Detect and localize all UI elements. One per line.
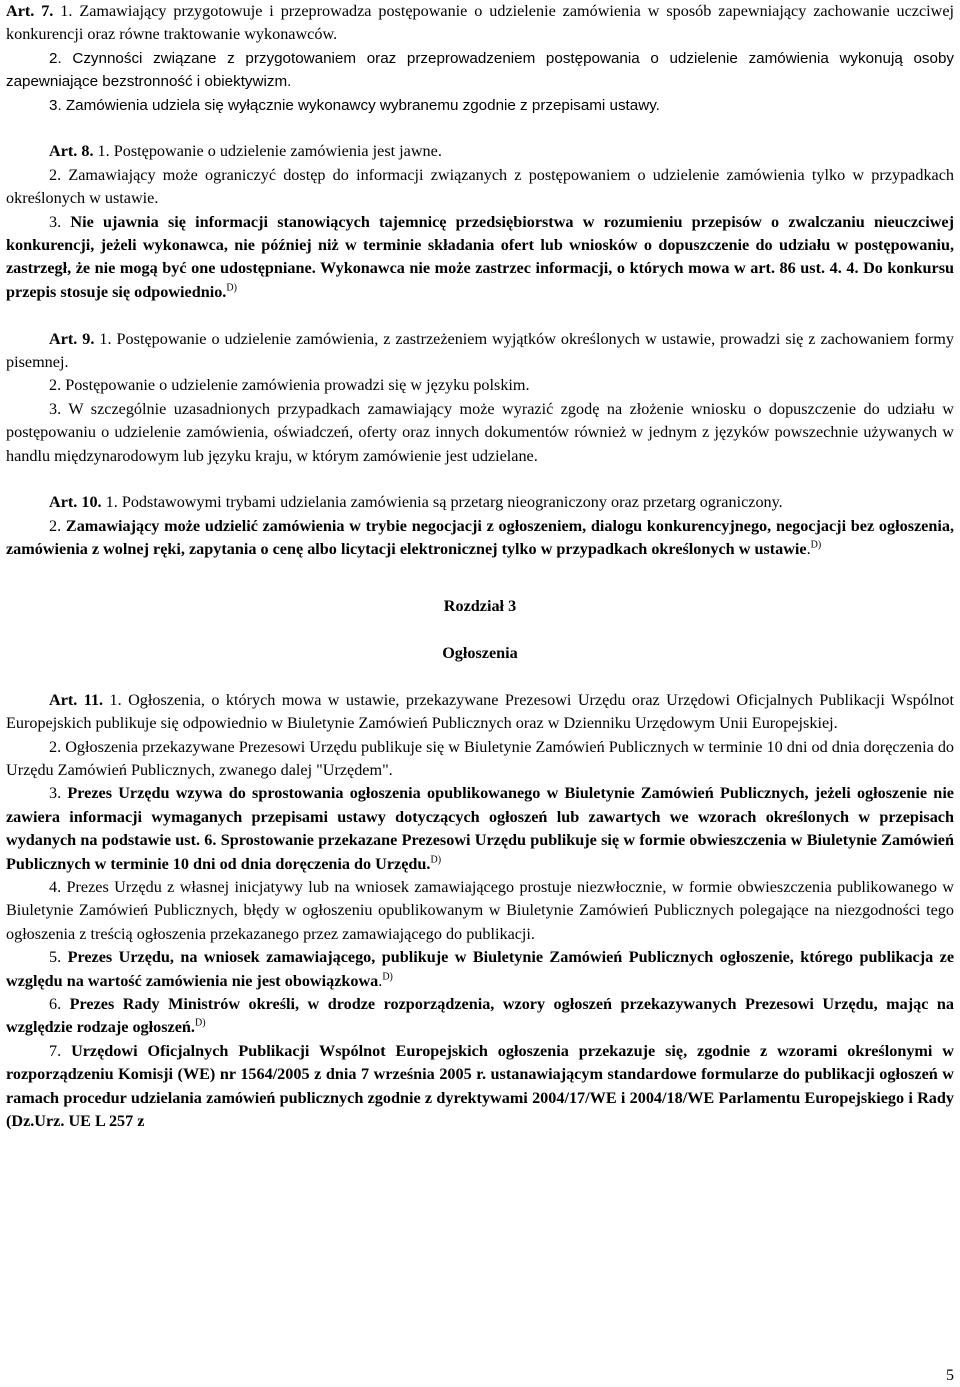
par-number: 3. <box>49 784 62 803</box>
art10-par1 <box>6 491 954 514</box>
footnote-marker: D) <box>430 854 442 866</box>
art11-par6 <box>6 993 954 1040</box>
par-number: 1. <box>99 329 112 348</box>
par-number: 3. <box>49 96 62 114</box>
art11-heading: Art. 11. <box>49 690 104 709</box>
footnote-marker: D) <box>810 539 822 551</box>
par-text: Prezes Urzędu, na wniosek zamawiającego, publikuje w Biuletynie Zamówień Publicznych ogłoszenie, którego publikacja ze względu na wartość zamówienia nie jest obowiązkowa <box>6 948 955 990</box>
par-number: 7. <box>49 1041 62 1060</box>
art10-par2 <box>6 515 954 562</box>
footnote-marker: D) <box>194 1017 206 1029</box>
par-number: 1. <box>109 690 122 709</box>
par-number: 4. <box>846 259 859 278</box>
art7-heading: Art. 7. <box>6 2 54 20</box>
art8-par2 <box>6 164 954 211</box>
art7-par1 <box>6 0 954 47</box>
art9-par2 <box>6 374 954 397</box>
par-number: 5. <box>49 948 62 967</box>
par-text: . <box>378 971 383 990</box>
par-number: 4. <box>49 877 62 896</box>
par-text: Czynności związane z przygotowaniem oraz przeprowadzeniem postępowania o udzielenie zamówienia wykonują osoby zapewniające bezstronność i obiektywizm. <box>6 49 954 91</box>
art11-par2 <box>6 736 954 783</box>
art11-par7 <box>6 1040 954 1134</box>
art9-heading: Art. 9. <box>49 329 95 348</box>
par-text: Postępowanie o udzielenie zamówienia prowadzi się w języku polskim. <box>65 376 530 395</box>
art8-par1 <box>6 140 954 163</box>
art7-par2 <box>6 47 954 94</box>
chapter-title: Rozdział 3 <box>443 597 517 616</box>
art9-par1 <box>6 328 954 375</box>
par-number: 6. <box>49 994 62 1013</box>
par-text: Prezes Urzędu wzywa do sprostowania ogłoszenia opublikowanego w Biuletynie Zamówień Publicznych, jeżeli ogłoszenie nie zawiera informacji wymaganych przepisami ustawy dotyczących ogłoszeń lub zawartych we wzorach określonych w przepisach wydanych na podstawie ust. 6. Sprostowanie przekazane Prezesowi Urzędu publikuje się w formie obwieszczenia w Biuletynie Zamówień Publicznych w terminie 10 dni od dnia doręczenia do Urzędu. <box>6 784 954 873</box>
par-text: Prezes Rady Ministrów określi, w drodze rozporządzenia, wzory ogłoszeń przekazywanych Prezesowi Urzędu, mając na względzie rodzaje ogłoszeń. <box>6 994 955 1037</box>
par-number: 3. <box>49 212 62 231</box>
par-text: Nie ujawnia się informacji stanowiących tajemnicę przedsiębiorstwa w rozumieniu przepisów o zwalczaniu nieuczciwej konkurencji, jeżeli wykonawca, nie później niż w terminie składania ofert lub wniosków o dopuszczenie do udziału w postępowaniu, zastrzegł, że nie mogą być one udostępniane. Wykonawca nie może zastrzec informacji, o których mowa w art. 86 ust. 4. <box>6 212 954 278</box>
footnote-marker: D) <box>226 282 237 294</box>
par-number: 2. <box>49 49 62 67</box>
par-number: 1. <box>60 2 73 20</box>
par-text: . <box>806 540 811 559</box>
par-text: Zamawiający może udzielić zamówienia w trybie negocjacji z ogłoszeniem, dialogu konkurencyjnego, negocjacji bez ogłoszenia, zamówienia z wolnej ręki, zapytania o cenę albo licytacji elektronicznej tylko w przypadkach określonych w ustawie <box>6 516 955 559</box>
par-text: Podstawowymi trybami udzielania zamówienia są przetarg nieograniczony oraz przetarg ograniczony. <box>121 493 783 512</box>
art7-par3 <box>6 94 954 117</box>
par-text: Zamawiający przygotowuje i przeprowadza postępowanie o udzielenie zamówienia w sposób zapewniający zachowanie uczciwej konkurencji oraz równe traktowanie wykonawców. <box>6 2 955 44</box>
par-number: 2. <box>49 165 62 184</box>
art11-par1 <box>6 689 954 736</box>
chapter-subtitle: Ogłoszenia <box>442 643 518 662</box>
par-number: 2. <box>49 516 62 535</box>
art10-heading: Art. 10. <box>49 493 102 512</box>
par-number: 1. <box>105 493 118 512</box>
par-number: 1. <box>97 142 110 161</box>
art9-par3 <box>6 398 954 468</box>
par-text: Ogłoszenia, o których mowa w ustawie, przekazywane Prezesowi Urzędu oraz Urzędowi Oficjalnych Publikacji Wspólnot Europejskich publikuje się odpowiednio w Biuletynie Zamówień Publicznych oraz w Dzienniku Urzędowym Unii Europejskiej. <box>6 690 955 733</box>
par-text: Zamówienia udziela się wyłącznie wykonawcy wybranemu zgodnie z przepisami ustawy. <box>65 96 660 114</box>
art11-par4 <box>6 876 954 946</box>
par-number: 2. <box>49 376 62 395</box>
footnote-marker: D) <box>382 971 393 983</box>
par-text: W szczególnie uzasadnionych przypadkach zamawiający może wyrazić zgodę na złożenie wniosku o dopuszczenie do udziału w postępowaniu o udzielenie zamówienia, oświadczeń, oferty oraz innych dokumentów również w jednym z języków powszechnie używanych w handlu międzynarodowym lub języku kraju, w którym zamówienie jest udzielane. <box>6 399 954 465</box>
art8-par3 <box>6 211 954 305</box>
par-text: Urzędowi Oficjalnych Publikacji Wspólnot Europejskich ogłoszenia przekazuje się, zgodnie z wzorami określonymi w rozporządzeniu Komisji (WE) nr 1564/2005 z dnia 7 września 2005 r. ustanawiającym standardowe formularze do publikacji ogłoszeń w ramach procedur udzielania zamówień publicznych zgodnie z dyrektywami 2004/17/WE i 2004/18/WE Parlamentu Europejskiego i Rady (Dz.Urz. UE L 257 z <box>6 1041 955 1130</box>
par-text: Postępowanie o udzielenie zamówienia jest jawne. <box>113 142 442 161</box>
par-text: Prezes Urzędu z własnej inicjatywy lub na wniosek zamawiającego prostuje niezwłocznie, w formie obwieszczenia publikowanego w Biuletynie Zamówień Publicznych, błędy w ogłoszeniu opublikowanym w Biuletynie Zamówień Publicznych polegające na niezgodności tego ogłoszenia z treścią ogłoszenia przekazanego przez zamawiającego do publikacji. <box>6 877 954 943</box>
par-text: Postępowanie o udzielenie zamówienia, z zastrzeżeniem wyjątków określonych w ustawie, prowadzi się z zachowaniem formy pisemnej. <box>6 329 954 372</box>
par-number: 3. <box>49 399 62 418</box>
par-text: Do konkursu przepis stosuje się odpowiednio. <box>6 259 955 301</box>
art11-par5 <box>6 946 954 993</box>
art8-heading: Art. 8. <box>49 142 94 161</box>
par-text: Zamawiający może ograniczyć dostęp do informacji związanych z postępowaniem o udzielenie zamówienia tylko w przypadkach określonych w ustawie. <box>6 165 955 208</box>
page-number: 5 <box>946 1367 954 1384</box>
par-text: Ogłoszenia przekazywane Prezesowi Urzędu publikuje się w Biuletynie Zamówień Publicznych w terminie 10 dni od dnia doręczenia do Urzędu Zamówień Publicznych, zwanego dalej "Urzędem". <box>6 737 955 779</box>
art11-par3 <box>6 782 954 876</box>
par-number: 2. <box>49 737 62 756</box>
